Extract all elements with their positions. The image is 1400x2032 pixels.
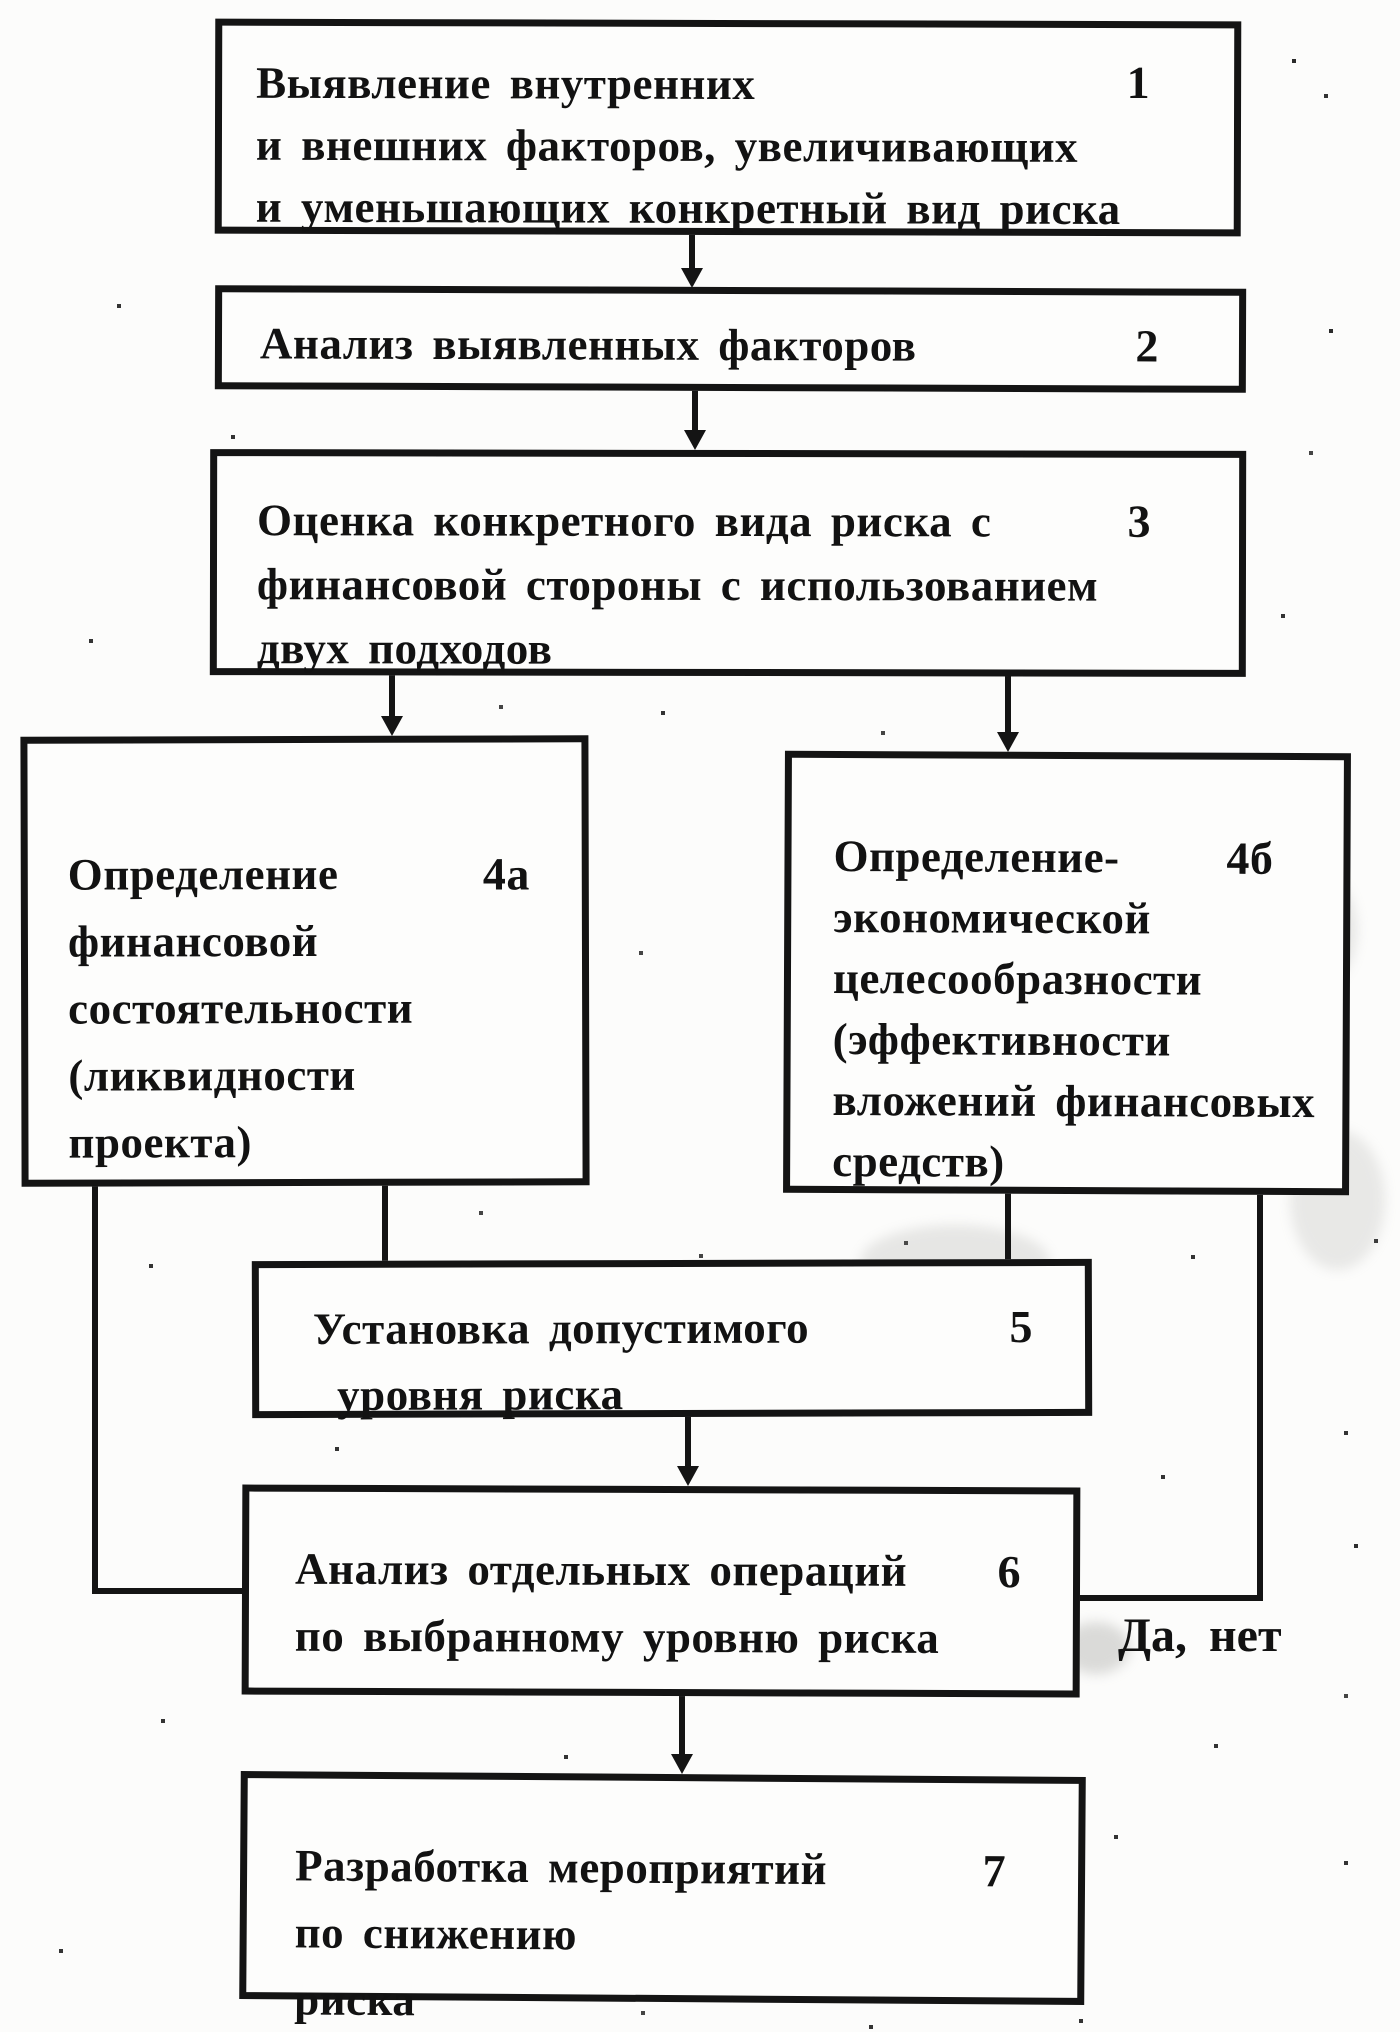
connector-4a-6-horizontal (92, 1588, 246, 1594)
box-line: двух подходов (256, 623, 553, 674)
connector-2-3 (692, 388, 698, 434)
flow-box-4b (783, 751, 1351, 1195)
box-line: Анализ отдельных операций (294, 1543, 908, 1596)
box-line: состоятельности (68, 982, 414, 1034)
connector-4a-6-vertical (92, 1184, 98, 1594)
box-number: 1 (1126, 57, 1151, 109)
connector-3-4b (1005, 674, 1011, 736)
box-line: Установка допустимого (312, 1302, 810, 1354)
flow-box-1 (215, 19, 1242, 237)
box-line: финансовой стороны с использованием (256, 559, 1099, 611)
box-line: по выбранному уровню риска (294, 1610, 940, 1663)
box-line: целесообразности (832, 952, 1203, 1005)
arrowhead-2-3 (684, 430, 706, 450)
arrowhead-1-2 (681, 268, 703, 288)
connector-4b-6-vertical (1257, 1194, 1263, 1601)
box-line: (ликвидности (68, 1049, 356, 1101)
box-line: средств) (832, 1135, 1005, 1187)
box-number: 2 (1135, 320, 1160, 372)
arrowhead-3-4a (381, 716, 403, 736)
box-line: Выявление внутренних (256, 57, 756, 110)
box-line: Оценка конкретного вида риска с (257, 495, 992, 547)
flow-box-4a (20, 735, 589, 1186)
connector-4b-6-horizontal (1078, 1595, 1263, 1601)
connector-4a-5 (382, 1184, 388, 1262)
box-line: и уменьшающих конкретный вид риска (255, 181, 1121, 235)
box-line: Разработка мероприятий (294, 1840, 828, 1895)
box-line: экономической (833, 891, 1151, 944)
flow-box-7 (239, 1771, 1086, 2026)
flow-box-6 (242, 1485, 1081, 1698)
connector-6-7 (679, 1694, 685, 1756)
arrowhead-6-7 (671, 1754, 693, 1774)
box-line: вложений финансовых (832, 1074, 1316, 1128)
box-line: риска (294, 1974, 416, 2026)
box-line: проекта) (68, 1117, 253, 1168)
box-line: (эффективности (832, 1013, 1171, 1066)
flow-box-2 (215, 285, 1246, 393)
box-line: финансовой (67, 915, 319, 967)
box-line: по снижению (294, 1907, 578, 1960)
flow-box-3 (210, 449, 1246, 677)
box-line: Анализ выявленных факторов (259, 318, 917, 371)
arrowhead-5-6 (677, 1466, 699, 1486)
box-line: Определение- (833, 830, 1120, 883)
box-number: 4б (1226, 832, 1274, 884)
connector-3-4a (389, 674, 395, 720)
scan-speckles (0, 0, 2, 2)
arrowhead-3-4b (997, 732, 1019, 752)
box-number: 5 (1009, 1301, 1034, 1353)
box-line: Определение (67, 848, 339, 900)
box-number: 6 (997, 1546, 1022, 1598)
flow-box-5 (252, 1259, 1092, 1418)
box-number: 3 (1127, 495, 1152, 547)
box-line: уровня риска (337, 1369, 624, 1420)
box-number: 7 (982, 1845, 1007, 1897)
decision-label: Да, нет (1118, 1609, 1282, 1662)
box-number: 4а (482, 848, 530, 900)
connector-4b-5 (1005, 1192, 1011, 1262)
box-line: и внешних факторов, увеличивающих (255, 119, 1079, 172)
